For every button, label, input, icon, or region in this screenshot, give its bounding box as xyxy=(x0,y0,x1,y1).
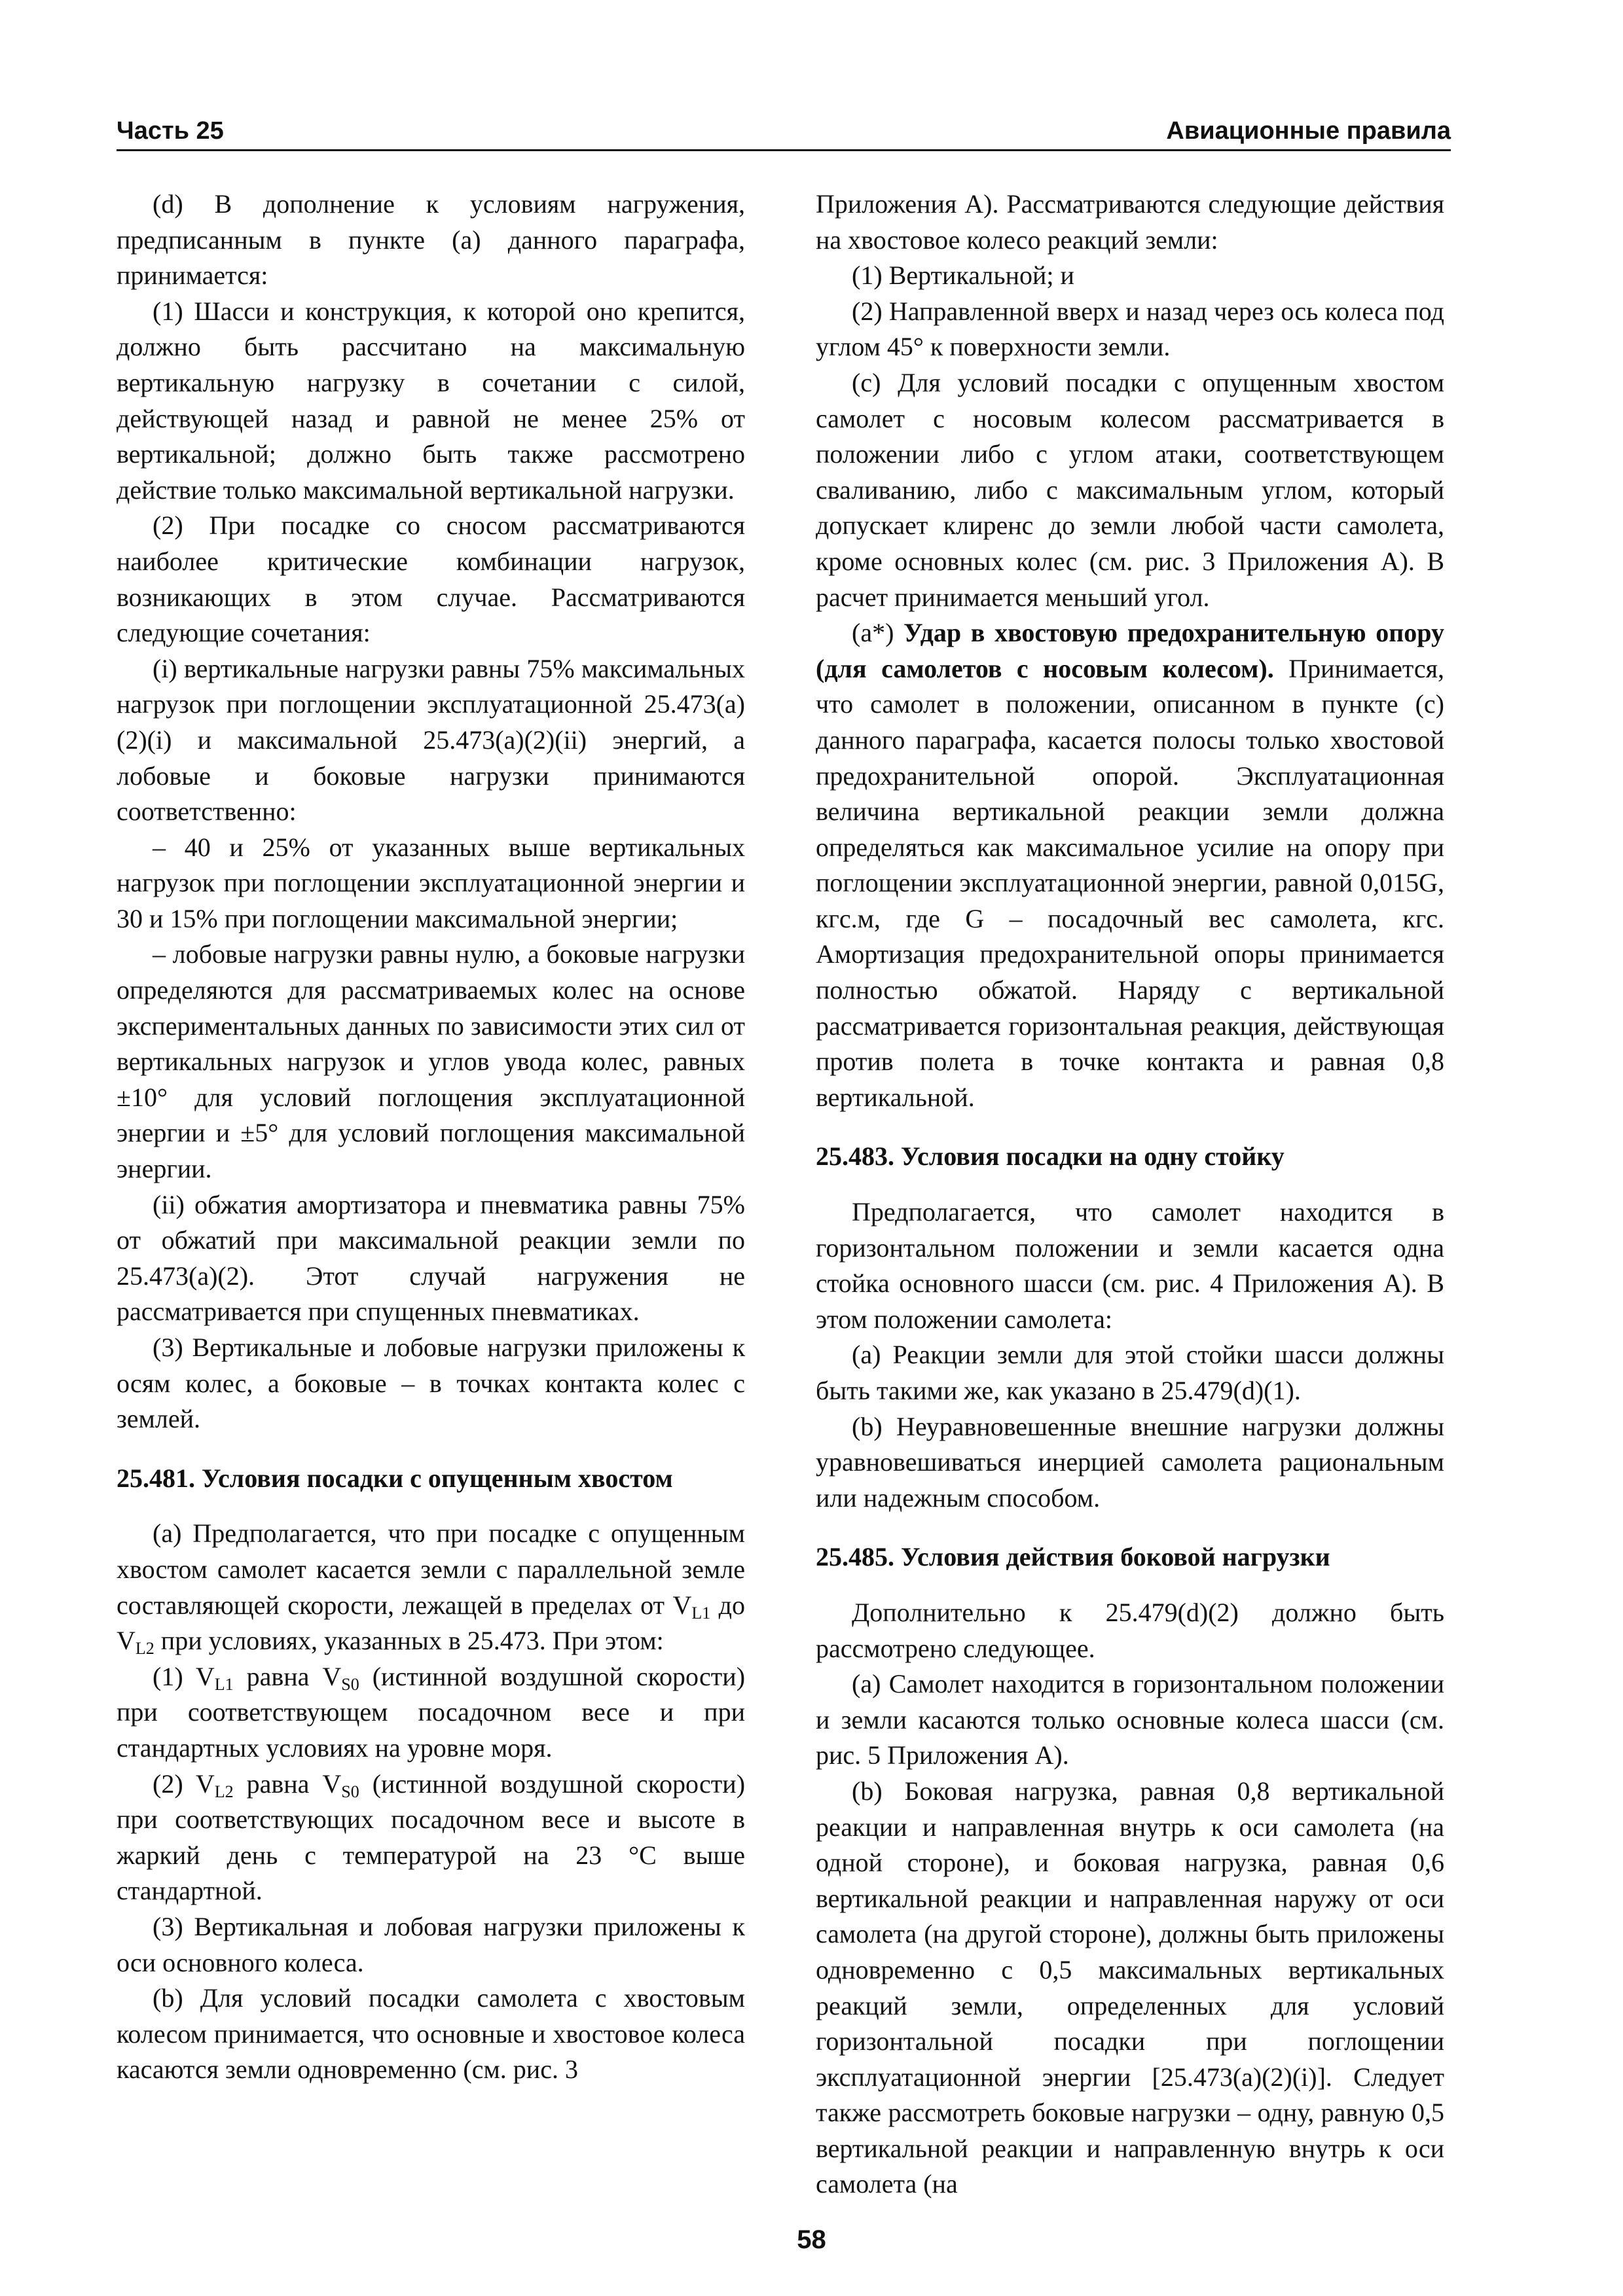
page-number: 58 xyxy=(797,2225,826,2254)
text-run: (истинной воздушной скорости) при соответствующих посадочном весе и высоте в жаркий день с температурой на 23 °С выше стандартной. xyxy=(117,1768,746,1906)
paragraph: (b) Неуравновешенные внешние нагрузки должны уравновешиваться инерцией самолета рациональным или надежным способом. xyxy=(816,1411,1444,1513)
paragraph xyxy=(117,1659,745,1767)
paragraph: (1) Вертикальной; и xyxy=(852,260,1074,291)
paragraph: Приложения А). Рассматриваются следующие действия на хвостовое колесо реакций земли: xyxy=(816,189,1444,255)
paragraph: (3) Вертикальная и лобовая нагрузки приложены к оси основного колеса. xyxy=(117,1911,745,1977)
subscript: S0 xyxy=(341,1782,359,1801)
paragraph: (2) При посадке со сносом рассматриваются наиболее критические комбинации нагрузок, возникающих в этом случае. Рассматриваются следующие сочетания: xyxy=(117,511,745,648)
text-run: при условиях, указанных в 25.473. При этом: xyxy=(154,1626,664,1656)
text-run: равна V xyxy=(233,1661,342,1691)
paragraph: (i) вертикальные нагрузки равны 75% максимальных нагрузок при поглощении эксплуатационной 25.473(a)(2)(i) и максимальной 25.473(a)(2)(ii) энергий, а лобовые и боковые нагрузки принимаются соответственно: xyxy=(117,653,745,827)
paragraph: (c) Для условий посадки с опущенным хвостом самолет с носовым колесом рассматривается в положении либо с углом атаки, соответствующем сваливанию, либо с максимальным углом, который допускает клиренс до земли любой части самолета, кроме основных колес (см. рис. 3 Приложения А). В расчет принимается меньший угол. xyxy=(816,367,1444,612)
header-rule xyxy=(117,149,1451,151)
paragraph xyxy=(816,615,1444,1115)
section-heading-25-481: 25.481. Условия посадки с опущенным хвостом xyxy=(117,1463,673,1493)
section-heading-25-485: 25.485. Условия действия боковой нагрузки xyxy=(816,1542,1330,1572)
paragraph: (b) Для условий посадки самолета с хвостовым колесом принимается, что основные и хвостовое колеса касаются земли одновременно (см. рис. 3 xyxy=(117,1983,745,2085)
paragraph: (3) Вертикальные и лобовые нагрузки приложены к осям колес, а боковые – в точках контакта колес с землей. xyxy=(117,1333,745,1434)
text-run: равна V xyxy=(233,1768,342,1799)
section-heading-25-483: 25.483. Условия посадки на одну стойку xyxy=(816,1141,1285,1172)
text-run: (1) V xyxy=(153,1661,215,1691)
paragraph: – лобовые нагрузки равны нулю, а боковые нагрузки определяются для рассматриваемых колес на основе экспериментальных данных по зависимости этих сил от вертикальных нагрузок и углов увода колес, равных ±10° для условий поглощения эксплуатационной энергии и ±5° для условий поглощения максимальной энергии. xyxy=(117,939,745,1184)
text-run: (истинной воздушной скорости) при соответствующем посадочном весе и при стандартных условиях на уровне моря. xyxy=(117,1661,746,1763)
paragraph: (a) Реакции земли для этой стойки шасси должны быть такими же, как указано в 25.479(d)(1). xyxy=(816,1340,1444,1405)
paragraph: – 40 и 25% от указанных выше вертикальных нагрузок при поглощении эксплуатационной энергии и 30 и 15% при поглощении максимальной энергии; xyxy=(117,832,745,933)
paragraph: Предполагается, что самолет находится в горизонтальном положении и земли касается одна стойка основного шасси (см. рис. 4 Приложения А). В этом положении самолета: xyxy=(816,1197,1444,1334)
paragraph: (1) Шасси и конструкция, к которой оно крепится, должно быть рассчитано на максимальную вертикальную нагрузку в сочетании с силой, действующей назад и равной не менее 25% от вертикальной; должно быть также рассмотрено действие только максимальной вертикальной нагрузки. xyxy=(117,296,745,505)
paragraph: (b) Боковая нагрузка, равная 0,8 вертикальной реакции и направленная внутрь к оси самолета (на одной стороне), и боковая нагрузка, равная 0,6 вертикальной реакции и направленная наружу от оси самолета (на другой стороне), должны быть приложены одновременно с 0,5 максимальных вертикальных реакций земли, определенных для условий горизонтальной посадки при поглощении эксплуатационной энергии [25.473(a)(2)(i)]. Следует также рассмотреть боковые нагрузки – одну, равную 0,5 вертикальной реакции и направленную внутрь к оси самолета (на xyxy=(816,1776,1444,2199)
subscript: L2 xyxy=(135,1639,155,1659)
bold-run-title: Удар в хвостовую предохранительную опору (для самолетов с носовым колесом). xyxy=(816,618,1444,683)
left-column xyxy=(117,187,745,2088)
text-run: (a*) xyxy=(852,618,904,648)
paragraph: (a) Самолет находится в горизонтальном положении и земли касаются только основные колеса шасси (см. рис. 5 Приложения А). xyxy=(816,1669,1444,1770)
paragraph xyxy=(117,1516,745,1659)
running-header-title: Авиационные правила xyxy=(1166,117,1451,145)
right-column xyxy=(816,187,1444,2202)
paragraph: (d) В дополнение к условиям нагружения, предписанным в пункте (а) данного параграфа, принимается: xyxy=(117,189,745,291)
subscript: L1 xyxy=(214,1674,234,1694)
subscript: L2 xyxy=(214,1782,234,1801)
text-run: (2) V xyxy=(153,1768,215,1799)
paragraph: (ii) обжатия амортизатора и пневматика равны 75% от обжатий при максимальной реакции земли по 25.473(a)(2). Этот случай нагружения не рассматривается при спущенных пневматиках. xyxy=(117,1189,745,1327)
subscript: S0 xyxy=(341,1674,359,1694)
paragraph: (2) Направленной вверх и назад через ось колеса под углом 45° к поверхности земли. xyxy=(816,296,1444,362)
paragraph xyxy=(117,1767,745,1909)
running-header-part: Часть 25 xyxy=(117,117,224,145)
text-run: (a) Предполагается, что при посадке с опущенным хвостом самолет касается земли с параллельной земле составляющей скорости, лежащей в пределах от V xyxy=(117,1518,745,1620)
text-run: Принимается, что самолет в положении, описанном в пункте (с) данного параграфа, касается полосы только хвостовой предохранительной опорой. Эксплуатационная величина вертикальной реакции земли должна определяться как максимальное усилие на опору при поглощении эксплуатационной энергии, равной 0,015G, кгс.м, где G – посадочный вес самолета, кгс. Амортизация предохранительной опоры принимается полностью обжатой. Наряду с вертикальной рассматривается горизонтальная реакция, действующая против полета в точке контакта и равная 0,8 вертикальной. xyxy=(816,653,1444,1112)
paragraph: Дополнительно к 25.479(d)(2) должно быть рассмотрено следующее. xyxy=(816,1597,1444,1663)
text-run: до V xyxy=(117,1590,746,1656)
subscript: L1 xyxy=(691,1603,711,1623)
